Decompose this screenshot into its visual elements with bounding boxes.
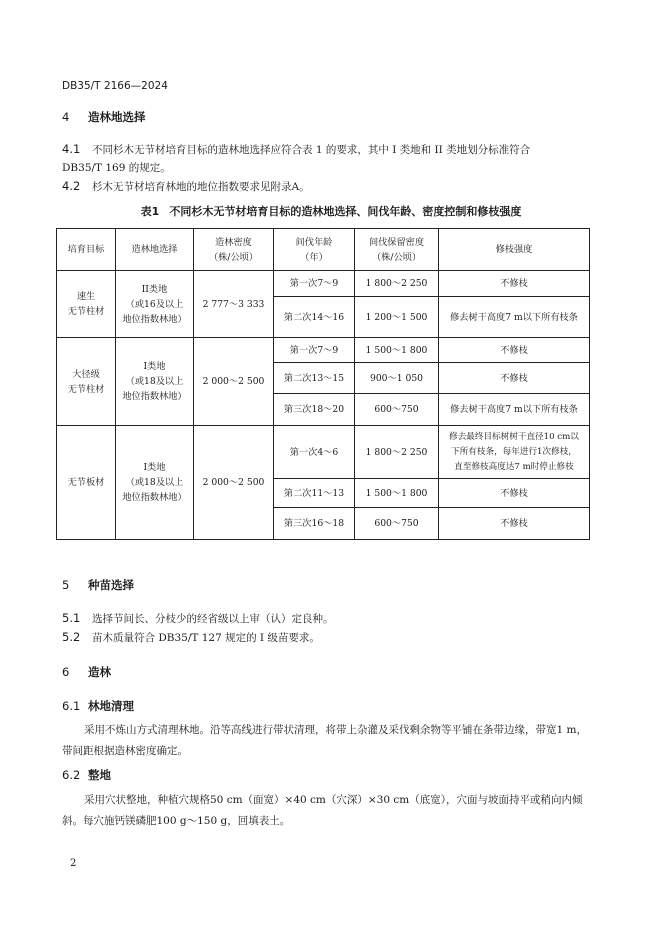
keep-cell: 1 800～2 250 [355, 426, 439, 479]
section-4-heading [62, 109, 146, 125]
goal-cell: 大径级 无节柱材 [57, 338, 116, 426]
section-6-heading [62, 664, 111, 680]
clause-6-2-text: 采用穴状整地，种植穴规格50 cm（面宽）×40 cm（穴深）×30 cm（底宽），穴面与坡面持平或稍向内倾斜。每穴施钙镁磷肥100 g～150 g，回填表土。 [62, 794, 583, 827]
table-row [57, 338, 590, 363]
site-cell: I类地 （或18及以上 地位指数林地） [116, 338, 194, 426]
header-thinning-age: 间伐年龄 （年） [274, 229, 355, 271]
keep-cell: 1 500～1 800 [355, 338, 439, 363]
document-code: DB35/T 2166—2024 [62, 80, 168, 92]
header-density: 造林密度 （株/公顷） [194, 229, 274, 271]
clause-4-1 [62, 140, 592, 177]
site-cell: II类地 （或16及以上 地位指数林地） [116, 271, 194, 338]
density-cell: 2 777～3 333 [194, 271, 274, 338]
site-cell: I类地 （或18及以上 地位指数林地） [116, 426, 194, 540]
prune-cell: 不修枝 [439, 363, 590, 394]
clause-5-1 [62, 609, 592, 628]
age-cell: 第二次13～15 [274, 363, 355, 394]
keep-cell: 600～750 [355, 508, 439, 540]
clause-number: 5.1 [62, 611, 81, 625]
clause-text: 不同杉木无节材培育目标的造林地选择应符合表 1 的要求，其中 I 类地和 II 类地划分标准符合 [92, 144, 531, 156]
age-cell: 第三次16～18 [274, 508, 355, 540]
table-title: 不同杉木无节材培育目标的造林地选择、间伐年龄、密度控制和修枝强度 [169, 205, 522, 218]
section-number: 4 [62, 110, 70, 124]
keep-cell: 1 200～1 500 [355, 297, 439, 338]
header-goal: 培育目标 [57, 229, 116, 271]
clause-text: 苗木质量符合 DB35/T 127 规定的 I 级苗要求。 [92, 632, 320, 644]
keep-cell: 1 800～2 250 [355, 271, 439, 297]
clause-5-2 [62, 628, 592, 647]
goal-cell: 无节板材 [57, 426, 116, 540]
prune-cell: 不修枝 [439, 271, 590, 297]
section-5-heading [62, 577, 134, 593]
table-row [57, 271, 590, 297]
prune-cell: 不修枝 [439, 508, 590, 540]
section-number: 6 [62, 665, 70, 679]
page-number: 2 [70, 858, 77, 869]
clause-text: 杉木无节材培育林地的地位指数要求见附录A。 [92, 181, 310, 193]
header-retained-density: 间伐保留密度 （株/公顷） [355, 229, 439, 271]
keep-cell: 600～750 [355, 394, 439, 426]
clause-6-2-heading [62, 767, 111, 783]
table-row [57, 426, 590, 479]
section-title: 造林 [88, 665, 111, 679]
age-cell: 第二次11～13 [274, 479, 355, 508]
prune-cell: 修去树干高度7 m以下所有枝条 [439, 394, 590, 426]
age-cell: 第二次14～16 [274, 297, 355, 338]
age-cell: 第一次4～6 [274, 426, 355, 479]
section-title: 种苗选择 [88, 578, 134, 592]
section-number: 5 [62, 578, 70, 592]
density-cell: 2 000～2 500 [194, 426, 274, 540]
goal-cell: 速生 无节柱材 [57, 271, 116, 338]
clause-number: 6.1 [62, 699, 81, 713]
clause-number: 4.1 [62, 142, 81, 156]
header-pruning: 修枝强度 [439, 229, 590, 271]
clause-6-1-text: 采用不炼山方式清理林地。沿等高线进行带状清理，将带上杂灌及采伐剩余物等平铺在条带边缘，带宽1 m，带间距根据造林密度确定。 [62, 724, 587, 757]
prune-cell: 修去最终目标树树干直径10 cm以 下所有枝条，每年进行1次修枝， 直至修枝高度达7 m时停止修枝 [439, 426, 590, 479]
clause-title: 林地清理 [88, 699, 134, 713]
prune-cell: 修去树干高度7 m以下所有枝条 [439, 297, 590, 338]
clause-number: 6.2 [62, 768, 81, 782]
clause-number: 4.2 [62, 179, 81, 193]
clause-title: 整地 [88, 768, 111, 782]
prune-cell: 不修枝 [439, 338, 590, 363]
table-number: 表1 [140, 205, 160, 218]
clause-text: 选择节间长、分枝少的经省级以上审（认）定良种。 [92, 613, 334, 625]
silviculture-table [56, 228, 590, 540]
table-header-row [57, 229, 590, 271]
clause-6-1-heading [62, 698, 134, 714]
header-site: 造林地选择 [116, 229, 194, 271]
section-title: 造林地选择 [88, 110, 146, 124]
prune-cell: 不修枝 [439, 479, 590, 508]
age-cell: 第三次18～20 [274, 394, 355, 426]
age-cell: 第一次7～9 [274, 271, 355, 297]
keep-cell: 1 500～1 800 [355, 479, 439, 508]
clause-number: 5.2 [62, 630, 81, 644]
table-caption [0, 203, 662, 219]
density-cell: 2 000～2 500 [194, 338, 274, 426]
clause-4-2 [62, 177, 592, 196]
age-cell: 第一次7～9 [274, 338, 355, 363]
clause-text-continued: DB35/T 169 的规定。 [62, 162, 171, 174]
keep-cell: 900～1 050 [355, 363, 439, 394]
